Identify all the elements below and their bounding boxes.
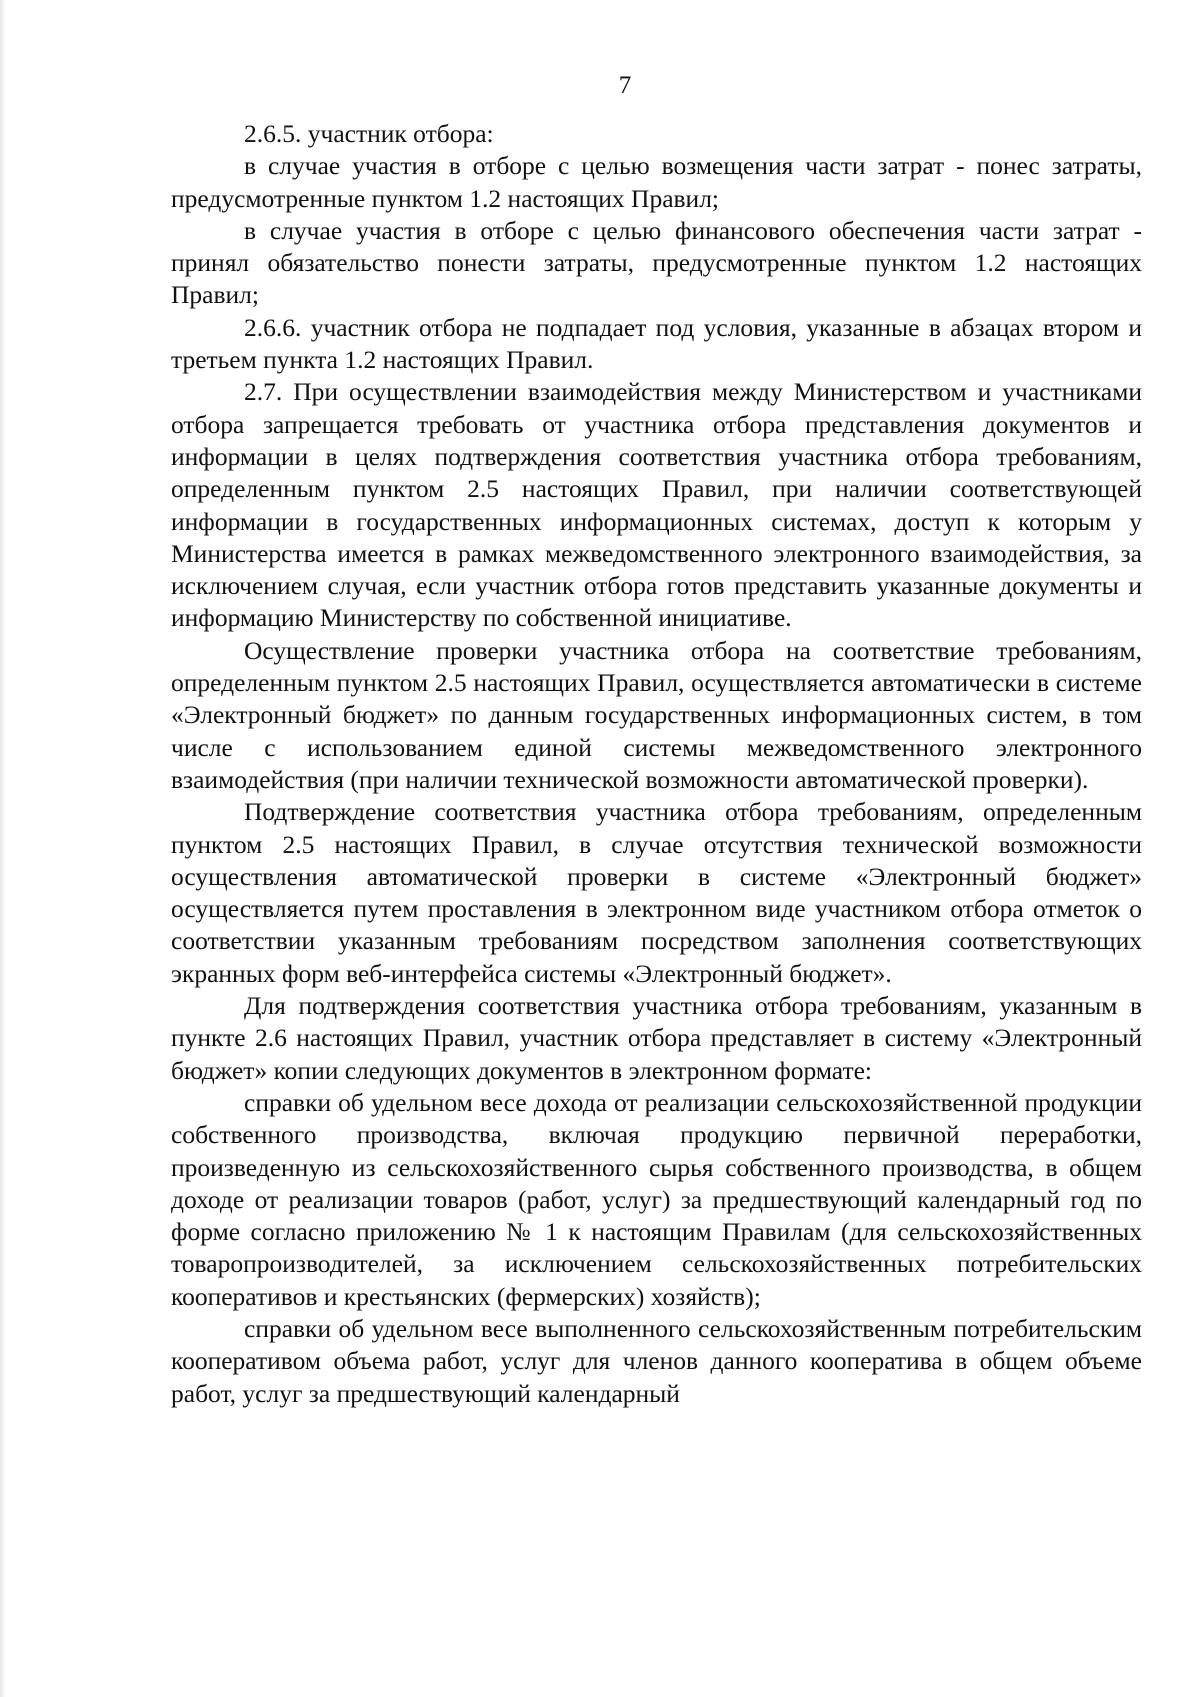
scan-edge-shadow xyxy=(0,0,6,1697)
paragraph-income-certificate: справки об удельном весе дохода от реализации сельскохозяйственной продукции собственного производства, включая продукцию первичной переработки, произведенную из сельскохозяйственного сырья собственного производства, в общем доходе от реализации товаров (работ, услуг) за предшествующий календарный год по форме согласно приложению № 1 к настоящим Правилам (для сельскохозяйственных товаропроизводителей, за исключением сельскохозяйственных потребительских кооперативов и крестьянских (фермерских) хозяйств); xyxy=(171,1087,1142,1311)
paragraph-automatic-check: Осуществление проверки участника отбора на соответствие требованиям, определенным пунктом 2.5 настоящих Правил, осуществляется автоматически в системе «Электронный бюджет» по данным государственных информационных систем, в том числе с использованием единой системы межведомственного электронного взаимодействия (при наличии технической возможности автоматической проверки). xyxy=(171,635,1142,794)
document-body xyxy=(171,118,1142,1410)
paragraph-2-7: 2.7. При осуществлении взаимодействия между Министерством и участниками отбора запрещается требовать от участника отбора представления документов и информации в целях подтверждения соответствия участника отбора требованиям, определенным пунктом 2.5 настоящих Правил, при наличии соответствующей информации в государственных информационных системах, доступ к которым у Министерства имеется в рамках межведомственного электронного взаимодействия, за исключением случая, если участник отбора готов представить указанные документы и информацию Министерству по собственной инициативе. xyxy=(171,377,1142,633)
paragraph-cooperative-certificate: справки об удельном весе выполненного сельскохозяйственным потребительским кооперативом объема работ, услуг для членов данного кооператива в общем объеме работ, услуг за предшествующий календарный xyxy=(171,1313,1142,1408)
paragraph-compensation-case: в случае участия в отборе с целью возмещения части затрат - понес затраты, предусмотренные пунктом 1.2 настоящих Правил; xyxy=(171,151,1142,213)
paragraph-financing-case: в случае участия в отборе с целью финансового обеспечения части затрат - принял обязательство понести затраты, предусмотренные пунктом 1.2 настоящих Правил; xyxy=(171,215,1142,310)
paragraph-confirmation: Подтверждение соответствия участника отбора требованиям, определенным пунктом 2.5 настоящих Правил, в случае отсутствия технической возможности осуществления автоматической проверки в системе «Электронный бюджет» осуществляется путем проставления в электронном виде участником отбора отметок о соответствии указанным требованиям посредством заполнения соответствующих экранных форм веб-интерфейса системы «Электронный бюджет». xyxy=(171,797,1142,988)
page-number: 7 xyxy=(618,72,632,99)
paragraph-2-6-6: 2.6.6. участник отбора не подпадает под условия, указанные в абзацах втором и третьем пункта 1.2 настоящих Правил. xyxy=(171,312,1142,375)
paragraph-documents-intro: Для подтверждения соответствия участника отбора требованиям, указанным в пункте 2.6 настоящих Правил, участник отбора представляет в систему «Электронный бюджет» копии следующих документов в электронном формате: xyxy=(171,991,1142,1085)
paragraph-2-6-5: 2.6.5. участник отбора: xyxy=(244,119,494,148)
